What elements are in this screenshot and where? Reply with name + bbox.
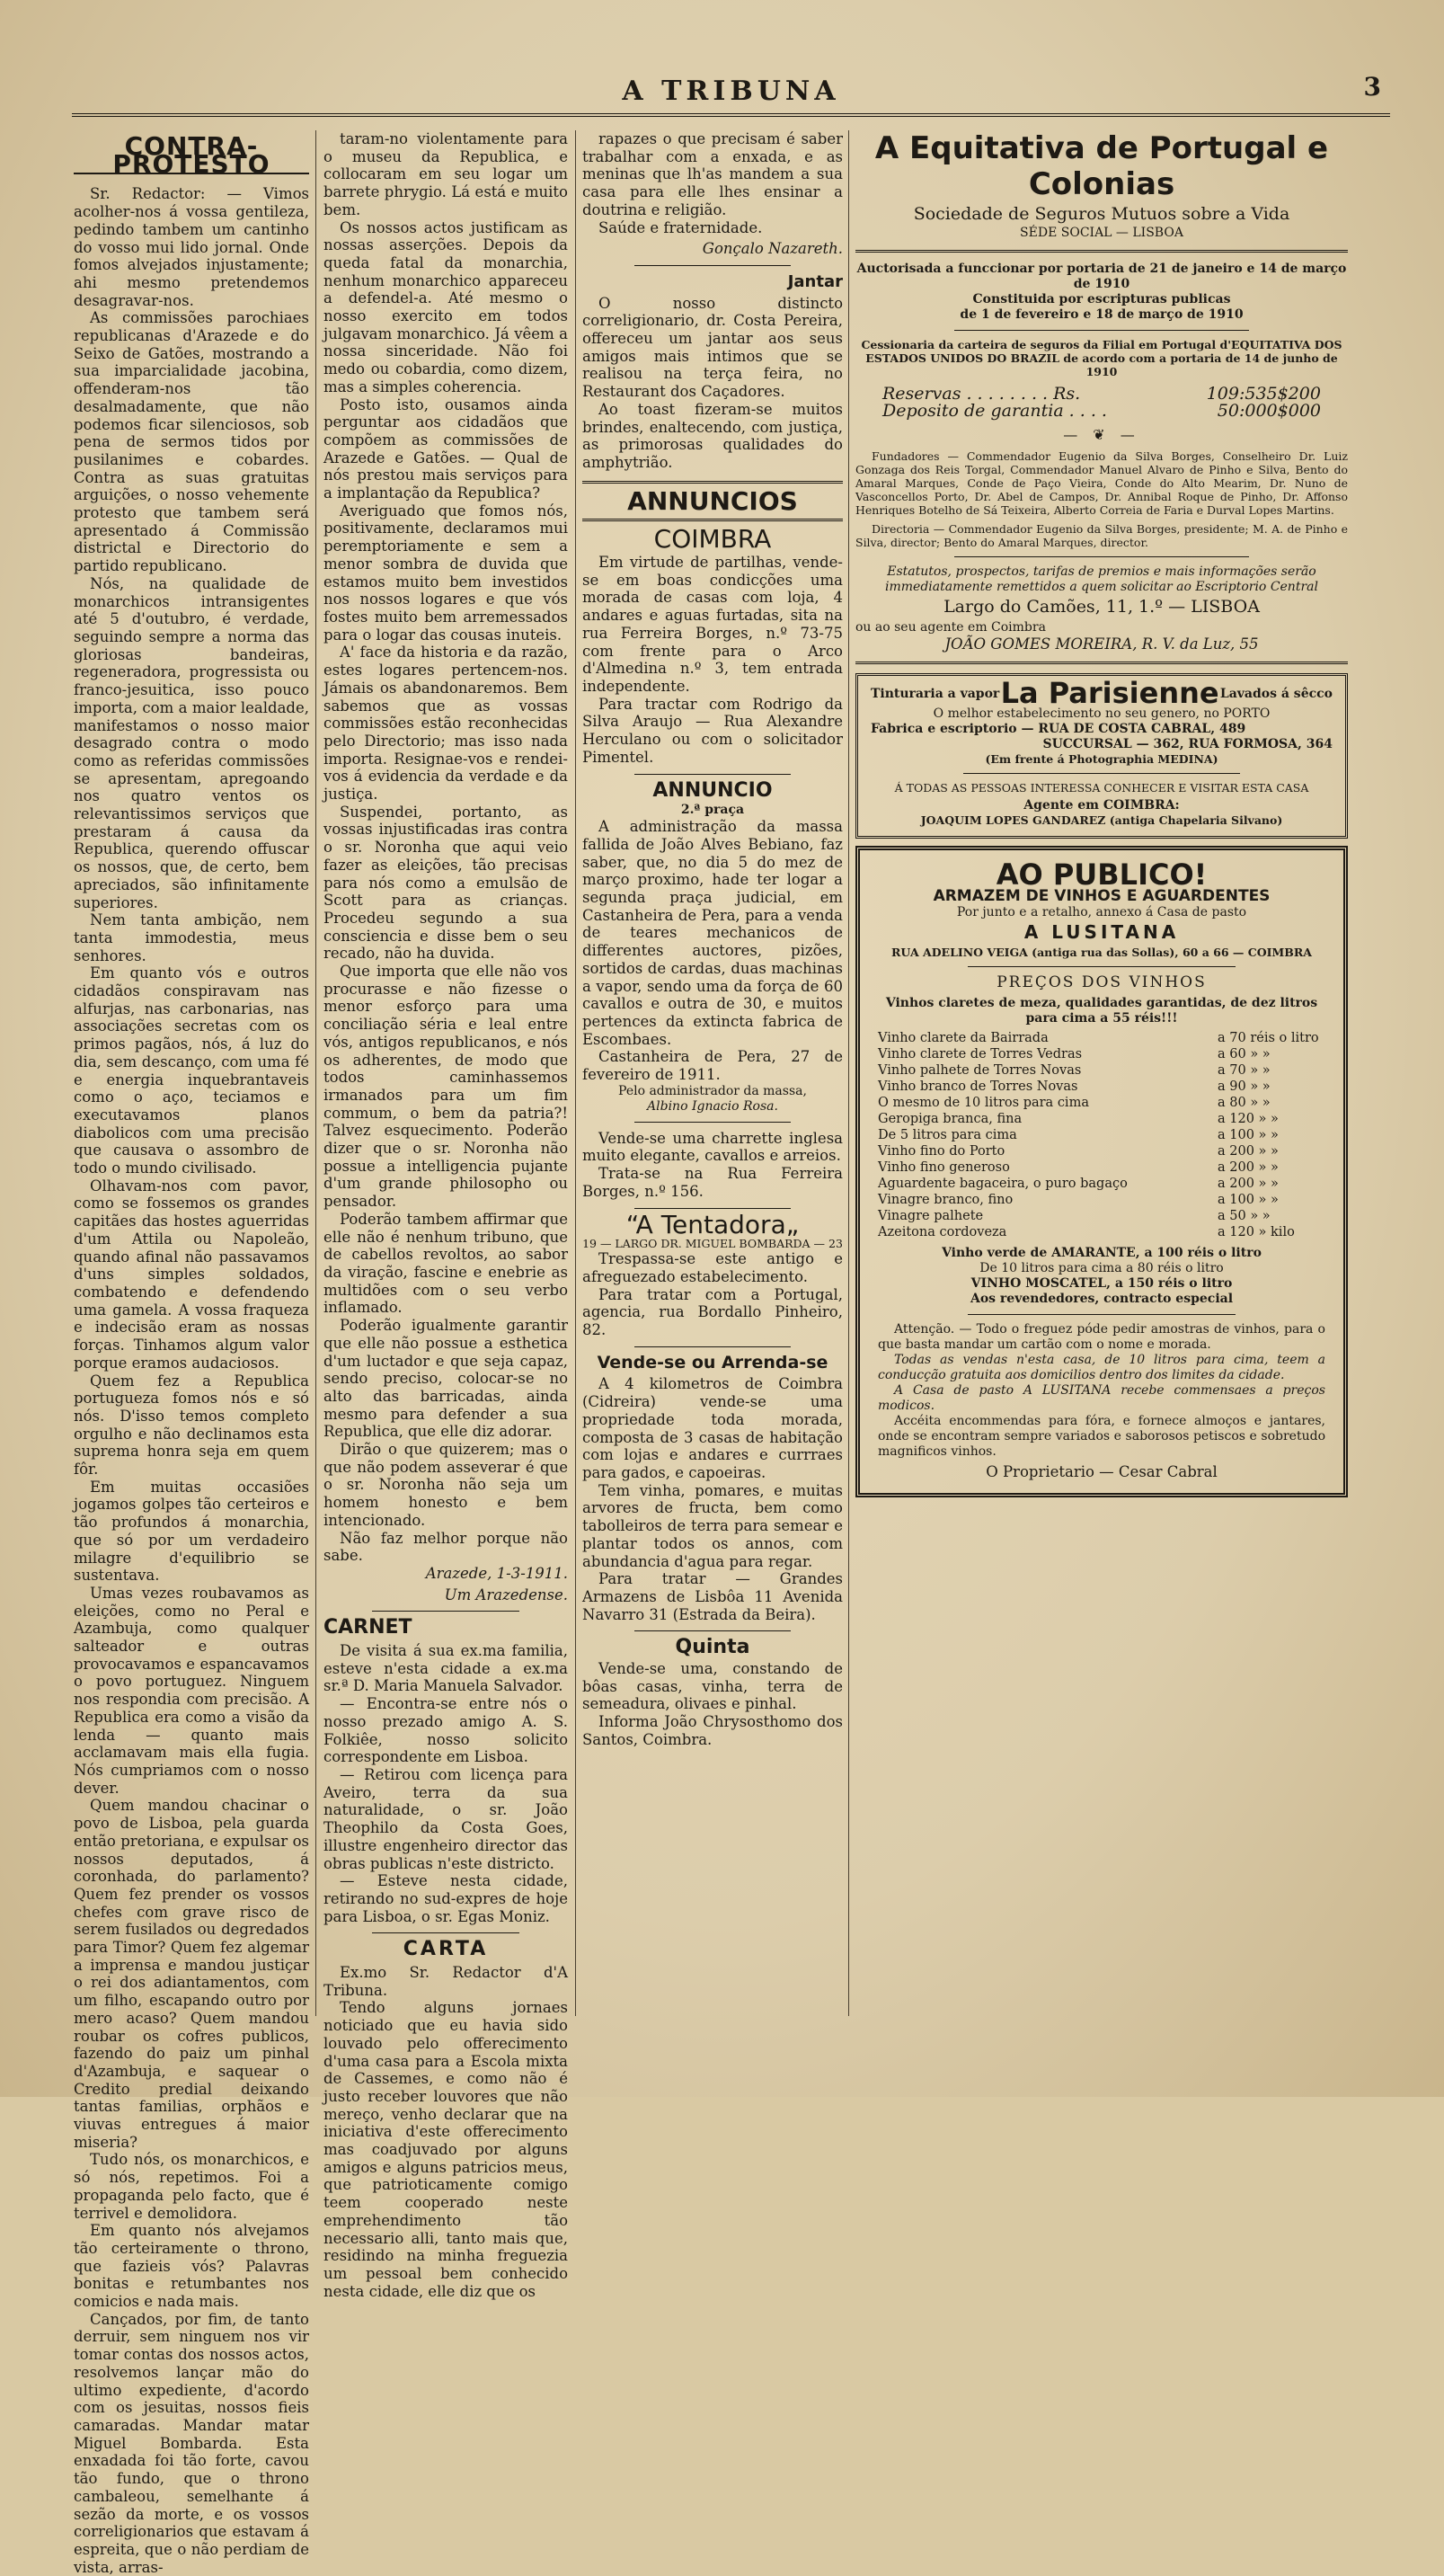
paragraph: O nosso distincto correligionario, dr. Costa Pereira, offereceu um jantar aos seus amigos mais intimos que se realisou na terça feira, no Restaurant dos Caçadores. [582,294,843,401]
paragraph: Em quanto vós e outros cidadãos conspiravam nas alfurjas, nas carbonarias, nas associações secretas com os primos pagãos, nós, á luz do dia, sem descanço, com uma fé e energia inquebrantaveis como o aço, teciamos e executavamos planos diabolicos com uma precisão que causava o assombro de todo o mundo civilisado. [74,964,309,1177]
wine-name: O mesmo de 10 litros para cima [878,1095,1089,1110]
tentadora-heading: “A Tentadora„ [625,1209,800,1239]
wine-name: Vinagre branco, fino [878,1192,1014,1207]
column-1 [74,130,309,2576]
wine-price: a 100 » » [1218,1127,1279,1142]
wine-row [878,1143,1325,1159]
paragraph: Vende-se uma charrette inglesa muito elegante, cavallos e arreios. [582,1129,843,1165]
parisienne-visitar: Á TODAS AS PESSOAS INTERESSA CONHECER E VISITAR ESTA CASA [894,780,1309,795]
deposito-value: 50:000$000 [1217,401,1321,422]
column-3 [582,130,843,2016]
paragraph: Para tractar com Rodrigo da Silva Araujo — Rua Alexandre Herculano ou com o solicitador Pimentel. [582,695,843,766]
parisienne-succursal: SUCCURSAL — 362, RUA FORMOSA, 364 [1042,736,1333,751]
paragraph: Trespassa-se este antigo e afreguezado estabelecimento. [582,1250,843,1285]
divider [372,1932,518,1933]
wine-name: Geropiga branca, fina [878,1111,1023,1126]
jantar-heading: Jantar [787,271,843,291]
wine-row [878,1127,1325,1143]
wine-name: Azeitona cordoveza [878,1224,1007,1239]
paragraph: Para tratar — Grandes Armazens de Lisbôa 11 Avenida Navarro 31 (Estrada da Beira). [582,1570,843,1623]
equitativa-subtitle: Sociedade de Seguros Mutuos sobre a Vida [913,204,1290,224]
wine-price: a 70 réis o litro [1218,1030,1319,1045]
paragraph: Em virtude de partilhas, vende-se em boas condicções uma morada de casas com loja, 4 andares e aguas furtadas, sita na rua Ferreira Borges, n.º 73-75 com frente para o Arco d'Almedina n.º 3, tem entrada independente. [582,554,843,695]
paragraph: — Retirou com licença para Aveiro, terra da sua naturalidade, o sr. João Theophilo da Costa Goes, illustre engenheiro director das obras publicas n'este districto. [323,1765,568,1872]
vende-heading: Vende-se ou Arrenda-se [597,1352,828,1372]
wine-price: a 120 » kilo [1218,1224,1295,1239]
wine-price: a 200 » » [1218,1176,1279,1191]
paragraph: Averiguado que fomos nós, positivamente, declaramos mui peremptoriamente e sem a menor sombra de duvida que estamos muito bem investidos nos nossos logares e que vós fostes muito bem arremessados para o logar das cousas inuteis. [323,502,568,644]
divider [582,519,843,521]
contra-protesto-continued [323,130,568,1565]
paragraph: Poderão igualmente garantir que elle não possue a esthetica d'um luctador e que seja capaz, sendo preciso, colocar-se no alto das barricadas, ainda mesmo para defender a sua Republica, que elle diz adorar. [323,1317,568,1441]
divider [963,773,1240,774]
parisienne-title: La Parisienne [1000,676,1219,711]
wine-name: Vinho clarete de Torres Vedras [878,1046,1083,1061]
paragraph: Os nossos actos justificam as nossas asserções. Depois da queda fatal da monarchia, nenhum monarchico appareceu a defendel-a. Até mesmo o nosso exercito em todos julgavam monarchico. Já vêem a nossa sinceridade. Não foi medo ou cobardia, como dizem, mas a simples coherencia. [323,218,568,395]
equitativa-const1: Constituida por escripturas publicas [972,291,1231,306]
wine-row [878,1224,1325,1240]
paragraph: Umas vezes roubavamos as eleições, como no Peral e Azambuja, como qualquer salteador e outras provocavamos e espancavamos o povo portuguez. Ninguem nos respondia com precisão. A Republica era como a visão da lenda — quanto mais acclamavam mais ella fugia. Nós cumpriamos com o nosso dever. [74,1584,309,1797]
paragraph: Dirão o que quizerem; mas o que não podem asseverar é que o sr. Noronha não seja um homem honesto e bem intencionado. [323,1441,568,1529]
deposito-row [882,403,1321,421]
carnet-heading: CARNET [323,1616,412,1639]
divider [855,250,1348,253]
paragraph: Para tratar com a Portugal, agencia, rua Bordallo Pinheiro, 82. [582,1285,843,1339]
paragraph: Tem vinha, pomares, e muitas arvores de fructa, bem como tabolleiros de terra para semear e plantar todos os annos, com abundancia d'agua para regar. [582,1481,843,1570]
carta-continued [582,130,843,236]
divider [954,330,1250,331]
divider [634,265,791,266]
masthead [72,72,1390,117]
paragraph: Vende-se uma, constando de bôas casas, vinha, terra de semeadura, olivaes e pinhal. [582,1660,843,1713]
column-divider [848,130,849,2016]
paragraph: taram-no violentamente para o museu da Republica, e collocaram em seu logar um barrete phrygio. Lá está e muito bem. [323,130,568,218]
paragraph: Cançados, por fim, de tanto derruir, sem ninguem nos vir tomar contas dos nossos actos, resolvemos lançar mão do ultimo expediente, d'acordo com os jesuitas, nossos fieis camaradas. Mandar matar Miguel Bombarda. Esta enxadada foi tão forte, cavou tão fundo, que o throno cambaleou, semelhante á sezão da morte, e os vossos correligionarios que estavam á espreita, que o não perdiam de vista, arras- [74,2310,309,2576]
deposito-label: Deposito de garantia . . . . [882,401,1107,422]
paragraph: — Esteve nesta cidade, retirando no sud-expres de hoje para Lisboa, o sr. Egas Moniz. [323,1872,568,1925]
lusitana-rua: RUA ADELINO VEIGA (antiga rua das Sollas), 60 a 66 — COIMBRA [891,946,1312,960]
largo: Largo do Camões, 11, 1.º — LISBOA [943,596,1260,617]
equitativa-auth: Auctorisada a funccionar por portaria de 21 de janeiro e 14 de março de 1910 [856,261,1347,291]
annuncio-subheading: 2.ª praça [680,803,745,818]
divider [582,481,843,484]
annuncio-signature: Albino Ignacio Rosa. [647,1098,778,1114]
divider [634,1346,791,1347]
wine-row [878,1062,1325,1079]
wine-price-list [878,1030,1325,1240]
paragraph: Suspendei, portanto, as vossas injustificadas iras contra o sr. Noronha que aqui veio fazer as eleições, tão precisas para nós como a emulsão de Scott para as crianças. Procedeu segundo a sua consciencia e disse bem o seu recado, não ha duvida. [323,803,568,963]
paragraph: Em quanto nós alvejamos tão certeiramente o throno, que fazieis vós? Palavras bonitas e retumbantes nos comicios e nada mais. [74,2222,309,2311]
moscatel: VINHO MOSCATEL, a 150 réis o litro [970,1275,1233,1291]
directoria: Directoria — Commendador Eugenio da Silva Borges, presidente; M. A. de Pinho e Silva, director; Bento do Amaral Marques, director. [855,521,1348,549]
wine-price: a 100 » » [1218,1192,1279,1207]
paragraph: Olhavam-nos com pavor, como se fossemos os grandes capitães das hostes aguerridas d'um Attila ou Napoleão, quando afinal não passavamos d'uns simples soldados, combatendo e defendendo uma gamela. A vossa fraqueza e indecisão eram as nossas forças. Tinhamos algum valor porque eramos audaciosos. [74,1177,309,1372]
paragraph: rapazes o que precisam é saber trabalhar com a enxada, e as meninas que lh'as mandem a sua casa para elle lhes ensinar a doutrina e religião. [582,130,843,218]
paragraph: Que importa que elle não vos procurasse e não fizesse o menor esforço para uma conciliação séria e leal entre vós, antigos republicanos, e nós os adherentes, de modo que todos caminhassemos irmanados para um fim commum, o bem da patria?! Talvez esquecimento. Poderão dizer que o sr. Noronha não possue a intelligencia pujante d'um grande philosopho ou pensador. [323,963,568,1211]
parisienne-ad [855,673,1348,839]
wine-name: Vinho fino generoso [878,1159,1010,1175]
wine-name: Vinho fino do Porto [878,1143,1005,1159]
estatutos: Estatutos, prospectos, tarifas de premios e mais informações serão immediatamente remettidos a quem solicitar ao Escriptorio Central [885,564,1318,594]
carnet-body [323,1642,568,1925]
parisienne-left: Tinturaria a vapor [871,686,1000,701]
wine-price: a 80 » » [1218,1095,1271,1110]
wine-row [878,1111,1325,1127]
wine-row [878,1030,1325,1046]
divider [968,1314,1236,1315]
annuncio-body [582,818,843,1084]
masthead-rule [72,113,1390,117]
wine-row [878,1046,1325,1062]
paragraph: Tudo nós, os monarchicos, e só nós, repetimos. Foi a propaganda pelo facto, que é terrivel e demolidora. [74,2151,309,2222]
casa-pasto: A Casa de pasto A LUSITANA recebe commensaes a preços modicos. [878,1382,1325,1413]
annuncio-by: Pelo administrador da massa, [618,1083,807,1098]
revendedores: Aos revendedores, contracto especial [970,1291,1234,1306]
parisienne-fabrica: Fabrica e escriptorio — RUA DE COSTA CABRAL, 489 [871,721,1246,736]
verde1: Vinho verde de AMARANTE, a 100 réis o litro [942,1245,1262,1260]
paragraph: Nem tanta ambição, nem tanta immodestia, meus senhores. [74,911,309,964]
paragraph: — Encontra-se entre nós o nosso prezado amigo A. S. Folkiêe, nosso solicito correspondente em Lisboa. [323,1695,568,1766]
lusitana: A LUSITANA [1023,921,1180,944]
contra-protesto-heading: CONTRA-PROTESTO [74,138,309,174]
wine-name: De 5 litros para cima [878,1127,1017,1142]
paragraph: Saúde e fraternidade. [598,218,763,236]
parisienne-agente: Agente em COIMBRA: [1023,797,1180,813]
verde2: De 10 litros para cima a 80 réis o litro [979,1260,1224,1275]
paragraph: Quem fez a Republica portugueza fomos nós e só nós. D'isso temos completo orgulho e não declinamos esta suprema honra seja em quem fôr. [74,1372,309,1479]
wine-name: Vinho branco de Torres Novas [878,1079,1078,1094]
publico-title: AO PUBLICO! [996,857,1208,892]
precos-heading: PREÇOS DOS VINHOS [997,973,1207,992]
divider [968,966,1236,967]
column-2 [323,130,568,2300]
wine-row [878,1192,1325,1208]
equitativa-title: A Equitativa de Portugal e Colonias [874,130,1329,202]
carta-heading: CARTA [403,1938,489,1961]
paragraph: A administração da massa fallida de João Alves Bebiano, faz saber, que, no dia 5 do mez de março proximo, hade ter logar a segunda praça judicial, em Castanheira de Pera, para a venda de teares mechanicos de differentes auctores, pizões, sortidos de cardas, duas machinas a vapor, sendo uma da força de 60 cavallos e outra de 30, e muitos pertences da extincta fabrica de Escombaes. [582,818,843,1048]
column-divider [575,130,576,2016]
paragraph: Tendo alguns jornaes noticiado que eu havia sido louvado pelo offerecimento d'uma casa para a Escola mixta de Cassemes, e como não é justo receber louvores que não mereço, venho declarar que na iniciativa d'este offerecimento mas coadjuvado por alguns amigos e alguns patricios meus, que patrioticamente comigo teem cooperado neste emprehendimento tão necessario alli, tanto mais que, residindo na minha freguezia um pessoal bem conhecido nesta cidade, elle diz que os [323,1999,568,2300]
paragraph: Ao toast fizeram-se muitos brindes, enaltecendo, com justiça, as primorosas qualidades do amphytrião. [582,400,843,471]
paragraph: As commissões parochiaes republicanas d'Arazede e do Seixo de Gatões, mostrando a sua imparcialidade jacobina, offenderam-nos tão desalmadamente, que não podemos ficar silenciosos, sob pena de sermos tidos por pusilanimes e cobardes. Contra as suas gratuitas arguições, o nosso vehemente protesto que tambem será apresentado á Commissão districtal e Directorio do partido republicano. [74,309,309,575]
vendas: Todas as vendas n'esta casa, de 10 litros para cima, teem a conducção gratuita aos domicilios dentro dos limites da cidade. [878,1352,1325,1382]
contra-protesto-body [74,185,309,2576]
equitativa-const2: de 1 de fevereiro e 18 de março de 1910 [960,306,1244,322]
divider [634,1208,791,1209]
divider [954,556,1250,557]
parisienne-frente: (Em frente á Photographia MEDINA) [985,751,1218,766]
vende-body [582,1375,843,1623]
carta-body [323,1964,568,2300]
claretes: Vinhos claretes de meza, qualidades garantidas, de dez litros para cima a 55 réis!!! [885,995,1318,1026]
jantar-body [582,295,843,472]
paragraph: Ex.mo Sr. Redactor d'A Tribuna. [323,1964,568,1999]
wine-price: a 200 » » [1218,1143,1279,1159]
reservas-label: Reservas . . . . . . . . Rs. [882,383,1081,404]
aceita: Accéita encommendas para fóra, e fornece almoços e jantares, onde se encontram sempre variados e saborosos petiscos e sobretudo magnificos vinhos. [878,1413,1325,1459]
annuncio-heading: ANNUNCIO [652,778,773,802]
wine-name: Vinho palhete de Torres Novas [878,1062,1082,1078]
coimbra-heading: COIMBRA [653,524,772,555]
junto: Por junto e a retalho, annexo á Casa de pasto [956,905,1247,920]
wine-name: Vinho clarete da Bairrada [878,1030,1049,1045]
wine-row [878,1095,1325,1111]
dateline: Arazede, 1-3-1911. [425,1564,568,1582]
paragraph: Posto isto, ousamos ainda perguntar aos cidadãos que compõem as commissões de Arazede e Gatões. — Qual de nós prestou mais serviços para a implantação da Republica? [323,395,568,502]
paragraph: Quem mandou chacinar o povo de Lisboa, pela guarda então pretoriana, e expulsar os nossos deputados, á coronhada, do parlamento? Quem fez prender os vossos chefes com grave risco de serem fusilados ou degredados para Timor? Quem fez algemar a imprensa e mandou justiçar o rei dos adiantamentos, com um filho, escapando outro por mero acaso? Quem mandou roubar os cofres publicos, fazendo do paiz um pinhal d'Azambuja, e saquear o Credito predial deixando tantas familias, orphãos e viuvas entregues á maior miseria? [74,1797,309,2151]
wine-price: a 50 » » [1218,1208,1271,1223]
paragraph: Sr. Redactor: — Vimos acolher-nos á vossa gentileza, pedindo tambem um cantinho do vosso mui lido jornal. Onde fomos alvejados injustamente; ahi mesmo pretendemos desagravar-nos. [74,185,309,309]
wine-price: a 70 » » [1218,1062,1271,1078]
carta-signature: Gonçalo Nazareth. [702,240,843,258]
paragraph: Em muitas occasiões jogamos golpes tão certeiros e tão profundos á monarchia, que só por um verdadeiro milagre d'equilibrio se sustentava. [74,1478,309,1585]
column-divider [315,130,316,2016]
lusitana-ad [855,846,1348,1498]
newspaper-title: A TRIBUNA [622,76,840,107]
wine-price: a 90 » » [1218,1079,1271,1094]
signature: Um Arazedense. [444,1586,568,1603]
attencao: Attenção. — Todo o freguez póde pedir amostras de vinhos, para o que basta mandar um cartão com o nome e morada. [878,1321,1325,1352]
annuncios-heading: ANNUNCIOS [627,485,798,516]
paragraph: Informa João Chrysosthomo dos Santos, Coimbra. [582,1713,843,1748]
paragraph: Trata-se na Rua Ferreira Borges, n.º 156. [582,1165,843,1200]
wine-name: Aguardente bagaceira, o puro bagaço [878,1176,1128,1191]
proprietario: O Proprietario — Cesar Cabral [986,1462,1218,1480]
column-4 [855,130,1348,2016]
wine-row [878,1159,1325,1176]
paragraph: De visita á sua ex.ma familia, esteve n'esta cidade a ex.ma sr.ª D. Maria Manuela Salvador. [323,1642,568,1695]
paragraph: Nós, na qualidade de monarchicos intransigentes até 5 d'outubro, é verdade, seguindo sempre a norma das gloriosas bandeiras, regeneradora, progressista ou franco-jesuitica, isso pouco importa, com a maior lealdade, manifestamos o nosso maior desagrado contra o modo como as referidas commissões se apresentam, apregoando nos quatro ventos os relevantissimos serviços que prestaram á causa da Republica, querendo offuscar os nossos, que, de certo, bem apreciados, são infinitamente superiores. [74,574,309,911]
agente-name: JOÃO GOMES MOREIRA, R. V. da Luz, 55 [944,635,1259,653]
quinta-body [582,1660,843,1749]
agente-line: ou ao seu agente em Coimbra [855,619,1046,635]
wine-row [878,1079,1325,1095]
paragraph: A 4 kilometros de Coimbra (Cidreira) vende-se uma propriedade toda morada, composta de 3 casas de habitação com lojas e andares e currraes para gados, e capoeiras. [582,1375,843,1481]
parisienne-best: O melhor estabelecimento no seu genero, no PORTO [933,706,1271,721]
paragraph: A' face da historia e da razão, estes logares pertencem-nos. Jámais os abandonaremos. Bem sabemos que as vossas commissões estão reconhecidas pelo Directorio; mas isso nada importa. Resignae-vos e rendei-vos á evidencia da verdade e da justiça. [323,644,568,804]
paragraph: Poderão tambem affirmar que elle não é nenhum tribuno, que de cabellos revoltos, ao sabor da viração, fascine e enebrie as multidões com o seu verbo inflamado. [323,1210,568,1317]
reservas-value: 109:535$200 [1206,383,1321,404]
equitativa-cessionaria: Cessionaria da carteira de seguros da Filial em Portugal d'EQUITATIVA DOS ESTADOS UNIDOS DO BRAZIL de acordo com a portaria de 14 de junho de 1910 [861,337,1342,378]
charrette-body [582,1130,843,1201]
wine-name: Vinagre palhete [878,1208,984,1223]
divider [634,774,791,775]
coimbra-body [582,554,843,766]
wine-row [878,1176,1325,1192]
divider [634,1630,791,1631]
armazem: ARMAZEM DE VINHOS E AGUARDENTES [933,886,1271,905]
divider [855,662,1348,664]
divider [372,1611,518,1612]
wine-price: a 60 » » [1218,1046,1271,1061]
divider [634,1122,791,1123]
paragraph: Castanheira de Pera, 27 de fevereiro de 1911. [582,1048,843,1084]
parisienne-right: Lavados á sêcco [1219,686,1333,701]
equitativa-sede: SÉDE SOCIAL — LISBOA [1020,225,1183,240]
wine-row [878,1208,1325,1224]
quinta-heading: Quinta [675,1636,750,1659]
wine-price: a 200 » » [1218,1159,1279,1175]
tentadora-body [582,1250,843,1339]
wine-price: a 120 » » [1218,1111,1279,1126]
page-number: 3 [1363,72,1381,102]
tentadora-address: 19 — LARGO DR. MIGUEL BOMBARDA — 23 [582,1237,843,1251]
fundadores: Fundadores — Commendador Eugenio da Silva Borges, Conselheiro Dr. Luiz Gonzaga dos Reis Torgal, Commendador Manuel Alvaro de Pinho e Silva, Bento do Amaral Marques, Conde de Paço Vieira, Conde do Alto Mearim, Dr. Nuno de Vasconcellos Porto, Dr. Abel de Campos, Dr. Annibal Roque de Pinho, Dr. Affonso Henriques Botelho de Sá Teixeira, Alberto Correia de Faria e Durval Lopes Martins. [855,449,1348,517]
paragraph: Não faz melhor porque não sabe. [323,1529,568,1565]
ornament: — ❦ — [1063,426,1140,444]
parisienne-agente-name: JOAQUIM LOPES GANDAREZ (antiga Chapelaria Silvano) [920,813,1283,827]
